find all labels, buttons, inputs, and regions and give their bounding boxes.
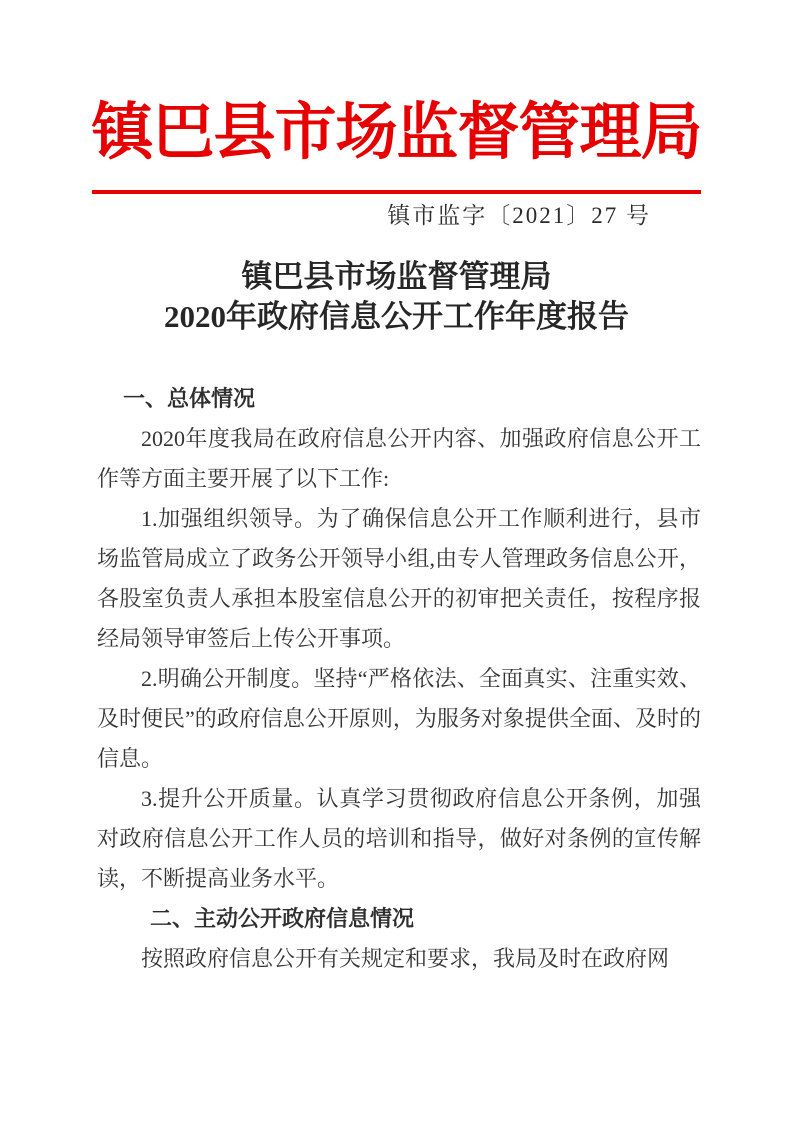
document-title-line2: 2020年政府信息公开工作年度报告 (164, 299, 629, 334)
letterhead-agency-name: 镇巴县市场监督管理局 (91, 99, 702, 167)
body-paragraph: 1.加强组织领导。为了确保信息公开工作顺利进行，县市场监管局成立了政务公开领导小组,由专人管理政务信息公开，各股室负责人承担本股室信息公开的初审把关责任，按程序报经局领导审签后上传公开事项。 (97, 506, 701, 651)
document-body (97, 379, 701, 979)
document-title (0, 257, 793, 337)
letterhead-divider (92, 190, 701, 194)
document-title-line1: 镇巴县市场监督管理局 (241, 259, 552, 294)
body-paragraph: 3.提升公开质量。认真学习贯彻政府信息公开条例，加强对政府信息公开工作人员的培训和指导，做好对条例的宣传解读，不断提高业务水平。 (97, 786, 701, 891)
document-reference-number: 镇市监字〔2021〕27 号 (387, 203, 651, 228)
section-heading-2: 二、主动公开政府信息情况 (150, 906, 415, 931)
section-heading-1: 一、总体情况 (123, 386, 256, 411)
body-paragraph: 按照政府信息公开有关规定和要求，我局及时在政府网 (141, 946, 670, 971)
body-paragraph: 2.明确公开制度。坚持“严格依法、全面真实、注重实效、及时便民”的政府信息公开原则，为服务对象提供全面、及时的信息。 (97, 666, 701, 771)
body-paragraph: 2020年度我局在政府信息公开内容、加强政府信息公开工作等方面主要开展了以下工作: (97, 426, 701, 491)
